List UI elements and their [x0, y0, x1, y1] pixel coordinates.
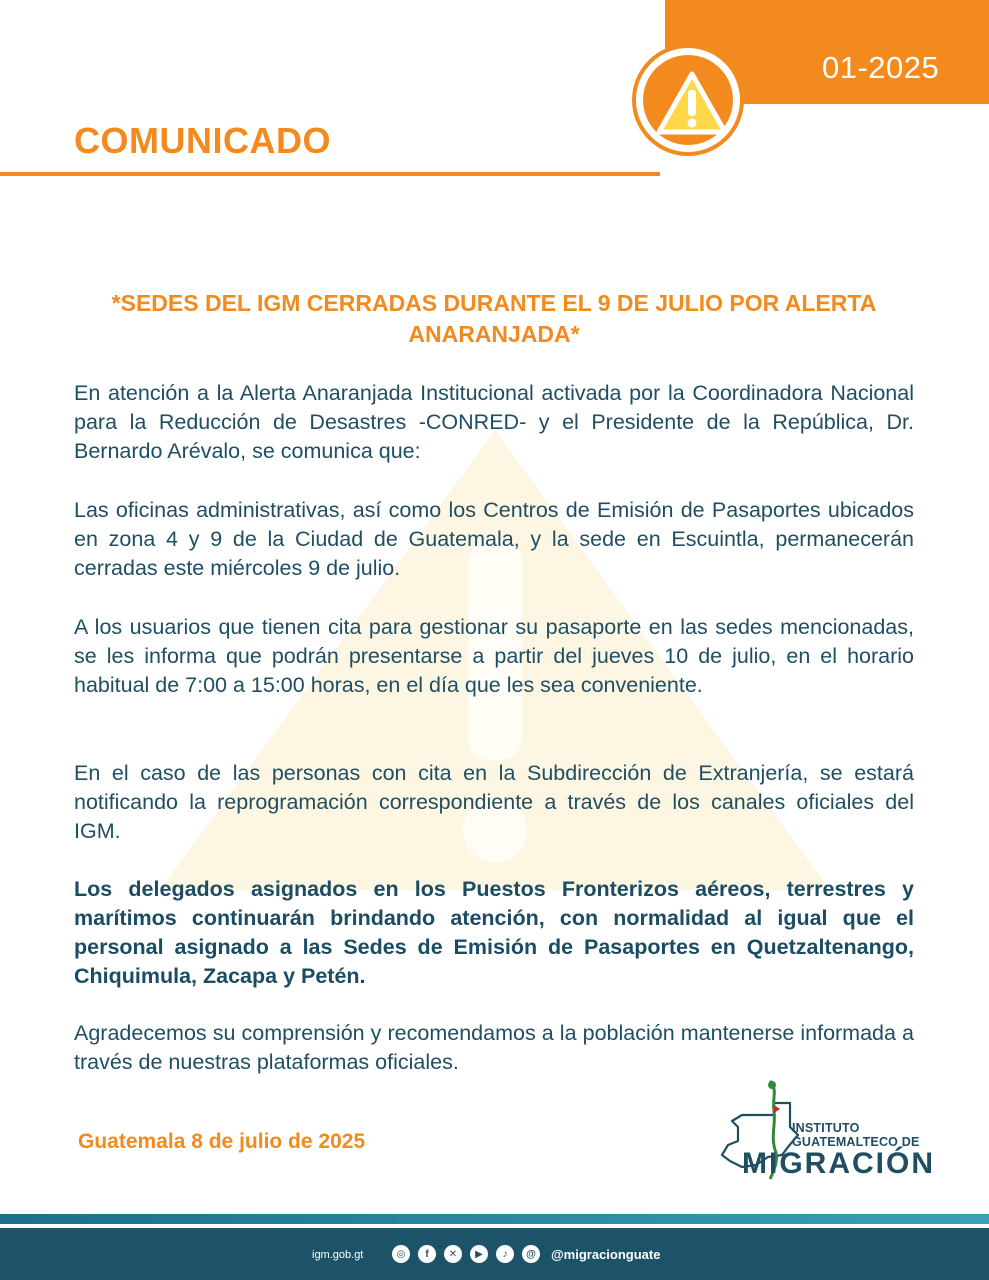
issue-date: Guatemala 8 de julio de 2025 [78, 1130, 366, 1153]
alert-badge [632, 44, 744, 156]
igm-logo [712, 1075, 935, 1190]
warning-icon [656, 70, 728, 136]
paragraph-extranjeria: En el caso de las personas con cita en la Subdirección de Extranjería, se estará notificando la reprogramación correspondiente a través de los canales oficiales del IGM. [74, 761, 914, 843]
logo-text-instituto: INSTITUTO [792, 1121, 860, 1135]
paragraph-intro: En atención a la Alerta Anaranjada Institucional activada por la Coordinadora Nacional para la Reducción de Desastres -CONRED- y el Presidente de la República, Dr. Bernardo Arévalo, se comunica que: [74, 381, 914, 463]
logo-text-migracion: MIGRACIÓN [742, 1147, 935, 1180]
footer-social-handle[interactable]: @migracionguate [551, 1247, 661, 1262]
instagram-icon[interactable]: ◎ [392, 1245, 410, 1263]
paragraph-appointments: A los usuarios que tienen cita para gestionar su pasaporte en las sedes mencionadas, se les informa que podrán presentarse a partir del jueves 10 de julio, en el horario habitual de 7:00 a 15:00 horas, en el día que les sea conveniente. [74, 615, 914, 697]
facebook-icon[interactable]: f [418, 1245, 436, 1263]
threads-icon[interactable]: @ [522, 1245, 540, 1263]
page-title: COMUNICADO [74, 120, 331, 161]
social-icons [392, 1245, 540, 1263]
youtube-icon[interactable]: ▶ [470, 1245, 488, 1263]
paragraph-border-posts: Los delegados asignados en los Puestos Fronterizos aéreos, terrestres y marítimos continuarán brindando atención, con normalidad al igual que el personal asignado a las Sedes de Emisión de Pasaportes en Quetzaltenango, Chiquimula, Zacapa y Petén. [74, 877, 914, 988]
footer-bar [0, 1228, 989, 1280]
tiktok-icon[interactable]: ♪ [496, 1245, 514, 1263]
footer-website[interactable]: igm.gob.gt [312, 1249, 364, 1261]
x-icon[interactable]: ✕ [444, 1245, 462, 1263]
title-divider [0, 172, 660, 176]
paragraph-closures: Las oficinas administrativas, así como los Centros de Emisión de Pasaportes ubicados en zona 4 y 9 de la Ciudad de Guatemala, y la sede en Escuintla, permanecerán cerradas este miércoles 9 de julio. [74, 498, 914, 580]
headline: *SEDES DEL IGM CERRADAS DURANTE EL 9 DE JULIO POR ALERTA ANARANJADA* [111, 290, 877, 347]
communique-number: 01-2025 [822, 50, 940, 85]
footer-stripe [0, 1214, 989, 1224]
logo-text-guatemalteco: GUATEMALTECO DE [792, 1135, 920, 1149]
paragraph-thanks: Agradecemos su comprensión y recomendamos a la población mantenerse informada a través de nuestras plataformas oficiales. [74, 1021, 914, 1074]
